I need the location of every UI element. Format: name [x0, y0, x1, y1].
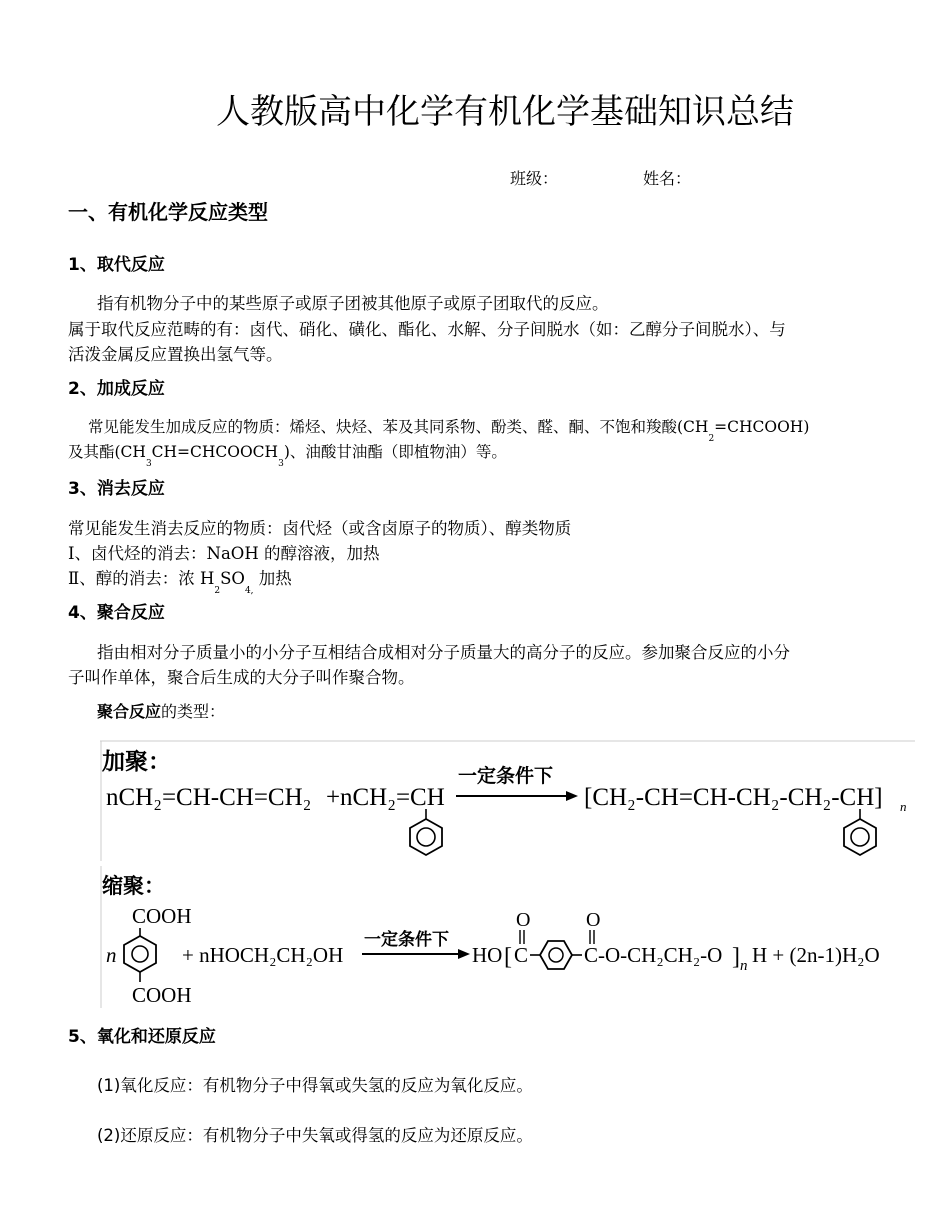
text-run: Ⅱ、醇的消去：浓 H — [68, 569, 215, 588]
text-run: CH=CHCOOCH — [151, 443, 279, 461]
addition-polymerization-figure — [100, 739, 915, 861]
list-item-oxidation: (1)氧化反应：有机物分子中得氧或失氢的反应为氧化反应。 — [97, 1076, 533, 1095]
reaction-arrow-head-icon — [566, 791, 578, 801]
degree-of-polymerization: n — [900, 799, 907, 814]
bold-term: 聚合反应 — [97, 702, 162, 721]
name-field-label: 姓名： — [643, 169, 692, 188]
subsection-heading-polymerization: 4、聚合反应 — [68, 603, 165, 623]
subscript: 2 — [708, 434, 715, 444]
reactant-diol: + nHOCH₂CH₂OH — [182, 943, 344, 967]
reactant-1: nCH₂=CH-CH=CH₂ — [106, 784, 312, 811]
reactant-2: nCH₂=CH — [340, 784, 445, 811]
subscript: 3 — [145, 459, 152, 469]
coefficient-n: n — [106, 943, 117, 967]
subsection-heading-substitution: 1、取代反应 — [68, 255, 165, 275]
reaction-condition: 一定条件下 — [458, 765, 554, 787]
text-run: =CHCOOH) — [714, 418, 810, 436]
aromatic-circle — [549, 948, 563, 962]
plus-sign: + — [326, 784, 341, 811]
text-run: 的类型： — [161, 702, 226, 721]
reaction-condition: 一定条件下 — [364, 930, 449, 950]
degree-of-polymerization: n — [740, 958, 748, 974]
subscript: 4, — [244, 586, 254, 596]
list-item-reduction: (2)还原反应：有机物分子中失氧或得氢的反应为还原反应。 — [97, 1126, 533, 1145]
text-run: SO — [220, 569, 245, 588]
aromatic-circle — [417, 828, 435, 846]
text-run: )、油酸甘油酯（即植物油）等。 — [283, 443, 507, 461]
product-ho: HO — [472, 943, 503, 967]
carbonyl-carbon: C — [514, 943, 529, 967]
paragraph-line: Ⅰ、卤代烃的消去：NaOH 的醇溶液，加热 — [68, 544, 380, 563]
paragraph-line: 常见能发生消去反应的物质：卤代烃（或含卤原子的物质）、醇类物质 — [68, 519, 572, 538]
benzene-ring-icon — [540, 941, 572, 969]
class-field-label: 班级： — [510, 169, 559, 188]
subscript: 2 — [214, 586, 221, 596]
paragraph-line: 指有机物分子中的某些原子或原子团被其他原子或原子团取代的反应。 — [97, 294, 609, 313]
subscript: 3 — [278, 459, 284, 469]
condensation-polymerization-diagram — [100, 866, 886, 1008]
paragraph-line — [68, 440, 507, 469]
benzene-ring-icon — [410, 819, 442, 855]
text-run: 加热 — [253, 569, 292, 588]
paragraph-line: 子叫作单体，聚合后生成的大分子叫作聚合物。 — [68, 668, 415, 687]
aromatic-circle — [132, 946, 148, 962]
carboxyl-top: COOH — [132, 904, 192, 928]
figure-label: 加聚： — [102, 749, 171, 775]
addition-polymerization-diagram — [100, 739, 915, 861]
bracket-open: [ — [504, 944, 512, 970]
paragraph-line: 属于取代反应范畴的有：卤代、硝化、磺化、酯化、水解、分子间脱水（如：乙醇分子间脱水）、与 — [68, 320, 786, 339]
paragraph-line: 指由相对分子质量小的小分子互相结合成相对分子质量大的高分子的反应。参加聚合反应的小分 — [97, 643, 790, 662]
text-run: 常见能发生加成反应的物质：烯烃、炔烃、苯及其同系物、酚类、醛、酮、不饱和羧酸(CH — [88, 418, 709, 436]
carbonyl-oxygen: O — [516, 909, 531, 931]
product-tail: H + (2n-1)H₂O — [752, 943, 880, 967]
figure-label: 缩聚： — [102, 874, 165, 898]
aromatic-circle — [851, 828, 869, 846]
subsection-heading-addition: 2、加成反应 — [68, 379, 165, 399]
subsection-heading-redox: 5、氧化和还原反应 — [68, 1027, 216, 1047]
condensation-polymerization-figure — [100, 866, 886, 1008]
carbonyl-carbon: C — [584, 943, 599, 967]
bracket-close: ] — [732, 944, 740, 970]
subsection-heading-elimination: 3、消去反应 — [68, 479, 165, 499]
carboxyl-bottom: COOH — [132, 983, 192, 1007]
page-title: 人教版高中化学有机化学基础知识总结 — [216, 92, 794, 132]
text-run: 及其酯(CH — [68, 443, 146, 461]
carbonyl-oxygen: O — [586, 909, 601, 931]
paragraph-line — [97, 699, 225, 722]
polymer-product: [CH₂-CH=CH-CH₂-CH₂-CH] — [584, 784, 883, 811]
paragraph-line — [88, 415, 810, 444]
paragraph-line — [68, 565, 292, 596]
paragraph-line: 活泼金属反应置换出氢气等。 — [68, 345, 283, 364]
ester-chain: -O-CH₂CH₂-O — [598, 943, 723, 967]
reaction-arrow-head-icon — [458, 949, 470, 959]
benzene-ring-icon — [124, 936, 156, 972]
benzene-ring-icon — [844, 819, 876, 855]
section-heading: 一、有机化学反应类型 — [68, 200, 268, 224]
